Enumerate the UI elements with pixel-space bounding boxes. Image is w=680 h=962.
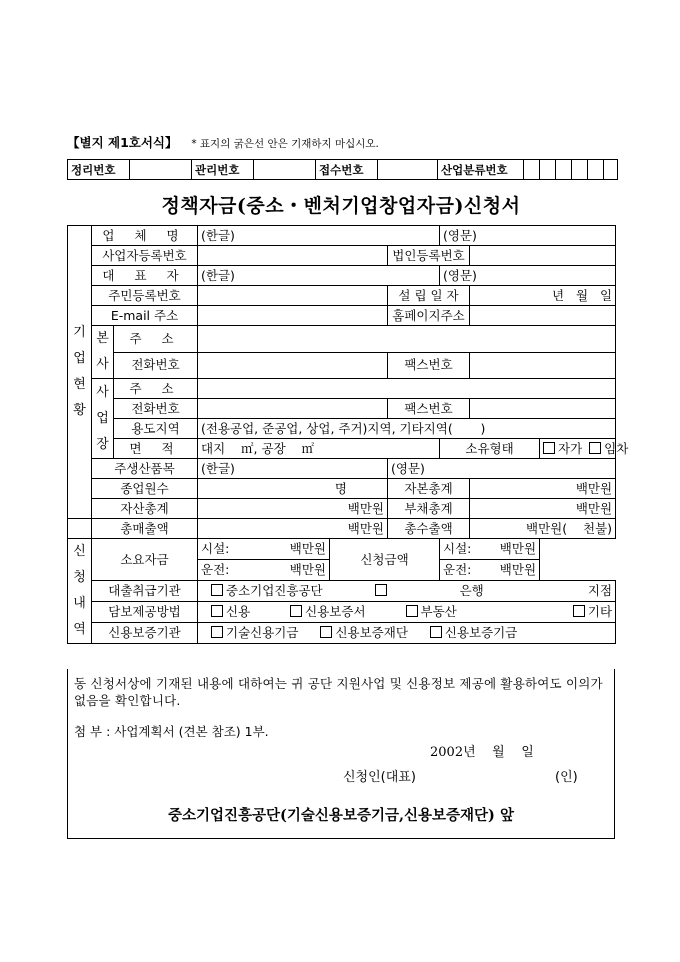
email-field[interactable] bbox=[198, 306, 388, 326]
facility-label: 시설: bbox=[443, 541, 472, 556]
total-assets-field[interactable]: 백만원 bbox=[198, 499, 388, 519]
main-product-korean[interactable]: (한글) bbox=[198, 459, 388, 479]
ceo-korean[interactable]: (한글) bbox=[198, 266, 440, 286]
capital-label: 자본총계 bbox=[388, 479, 470, 499]
requested-facility-field[interactable] bbox=[440, 539, 540, 560]
lender-label: 대출취급기관 bbox=[92, 581, 198, 602]
founding-date-field[interactable]: 년 월 일 bbox=[470, 286, 616, 306]
site-phone-field[interactable] bbox=[198, 399, 388, 419]
operating-unit: 백만원 bbox=[289, 562, 326, 577]
guarantor-label: 신용보증기관 bbox=[92, 623, 198, 644]
hq-address-field[interactable] bbox=[198, 326, 616, 353]
ownership-label: 소유형태 bbox=[440, 439, 540, 459]
guarantor-options bbox=[198, 623, 616, 644]
industry-code-digit[interactable] bbox=[540, 160, 556, 180]
ceo-label: 대 표 자 bbox=[92, 266, 198, 286]
biz-reg-no-label: 사업자등록번호 bbox=[92, 246, 198, 266]
branch-label: 지점 bbox=[587, 583, 613, 598]
seal-mark: (인) bbox=[555, 770, 578, 785]
industry-code-digit[interactable] bbox=[524, 160, 540, 180]
facility-unit: 백만원 bbox=[289, 541, 326, 556]
zoning-label: 용도지역 bbox=[114, 419, 198, 439]
col-guarantee-label: 신용보증서 bbox=[305, 604, 366, 619]
g-foundation-checkbox[interactable] bbox=[320, 626, 332, 638]
corp-reg-no-label: 법인등록번호 bbox=[388, 246, 470, 266]
g-fund-checkbox[interactable] bbox=[430, 626, 442, 638]
attachment-note: 첨 부 : 사업계획서 (견본 참조) 1부. bbox=[74, 724, 269, 739]
application-date[interactable]: 2002년 월 일 bbox=[430, 745, 534, 760]
col-other-checkbox[interactable] bbox=[573, 605, 585, 617]
zoning-field[interactable]: (전용공업, 준공업, 상업, 주거)지역, 기타지역( ) bbox=[198, 419, 616, 439]
g-tech-label: 기술신용기금 bbox=[226, 625, 299, 640]
recipient-line: 중소기업진흥공단(기술신용보증기금,신용보증재단) 앞 bbox=[168, 807, 514, 824]
collateral-label: 담보제공방법 bbox=[92, 602, 198, 623]
total-debt-label: 부채총계 bbox=[388, 499, 470, 519]
ownership-options bbox=[540, 439, 629, 459]
industry-code-digit[interactable] bbox=[588, 160, 604, 180]
area-label: 면 적 bbox=[114, 439, 198, 459]
lender-sbc-checkbox[interactable] bbox=[211, 584, 223, 596]
site-phone-label: 전화번호 bbox=[114, 399, 198, 419]
request-section: 신 청 내 역 bbox=[68, 539, 92, 644]
form-title: 정책자금(중소・벤처기업창업자금)신청서 bbox=[161, 195, 521, 217]
bank-label: 은행 bbox=[459, 583, 484, 598]
own-rent-checkbox[interactable] bbox=[589, 442, 601, 454]
receipt-no-field[interactable] bbox=[378, 160, 438, 180]
g-foundation-label: 신용보증재단 bbox=[335, 625, 408, 640]
company-name-english[interactable]: (영문) bbox=[440, 226, 616, 246]
company-name-label: 업 체 명 bbox=[92, 226, 198, 246]
corp-reg-no-field[interactable] bbox=[470, 246, 616, 266]
email-label: E-mail 주소 bbox=[92, 306, 198, 326]
employees-field[interactable]: 명 bbox=[198, 479, 388, 499]
capital-field[interactable]: 백만원 bbox=[470, 479, 616, 499]
lender-options bbox=[198, 581, 616, 602]
industry-code-label: 산업분류번호 bbox=[438, 160, 524, 180]
funds-operating-field[interactable] bbox=[198, 560, 330, 581]
col-other-label: 기타 bbox=[587, 604, 613, 619]
main-product-label: 주생산품목 bbox=[92, 459, 198, 479]
form-note: * 표지의 굵은선 안은 기재하지 마십시오. bbox=[191, 138, 379, 150]
own-self-label: 자가 bbox=[558, 440, 583, 456]
site-fax-label: 팩스번호 bbox=[388, 399, 470, 419]
own-self-checkbox[interactable] bbox=[543, 442, 555, 454]
total-exports-label: 총수출액 bbox=[388, 519, 470, 539]
site-address-label: 주 소 bbox=[114, 379, 198, 399]
control-no-label: 관리번호 bbox=[192, 160, 254, 180]
col-credit-checkbox[interactable] bbox=[211, 605, 223, 617]
company-status-section: 기 업 현 황 bbox=[68, 226, 92, 519]
hq-address-label: 주 소 bbox=[114, 326, 198, 353]
site-fax-field[interactable] bbox=[470, 399, 616, 419]
resident-no-field[interactable] bbox=[198, 286, 388, 306]
declaration-box bbox=[67, 669, 615, 839]
g-fund-label: 신용보증기금 bbox=[444, 625, 518, 640]
total-sales-field[interactable]: 백만원 bbox=[198, 519, 388, 539]
operating-label: 운전: bbox=[201, 562, 230, 577]
company-name-korean[interactable]: (한글) bbox=[198, 226, 440, 246]
form-tag: 【별지 제1호서식】 bbox=[67, 135, 178, 150]
g-tech-checkbox[interactable] bbox=[211, 626, 223, 638]
own-rent-label: 임차 bbox=[604, 440, 629, 456]
col-credit-label: 신용 bbox=[226, 604, 251, 619]
total-exports-field[interactable]: 백만원( 천불) bbox=[470, 519, 616, 539]
hq-phone-label: 전화번호 bbox=[114, 352, 198, 379]
resident-no-label: 주민등록번호 bbox=[92, 286, 198, 306]
applicant-label: 신청인(대표) bbox=[343, 770, 416, 785]
industry-code-digit[interactable] bbox=[572, 160, 588, 180]
funds-needed-label: 소요자금 bbox=[92, 539, 198, 581]
total-debt-field[interactable]: 백만원 bbox=[470, 499, 616, 519]
biz-reg-no-field[interactable] bbox=[198, 246, 388, 266]
facility-label: 시설: bbox=[201, 541, 230, 556]
total-sales-label: 총매출액 bbox=[92, 519, 198, 539]
consent-statement: 동 신청서상에 기재된 내용에 대하여는 귀 공단 지원사업 및 신용정보 제공에 활용하여도 이의가 없음을 확인합니다. bbox=[74, 676, 603, 708]
operating-unit: 백만원 bbox=[499, 562, 537, 577]
form-header bbox=[67, 133, 379, 151]
homepage-label: 홈페이지주소 bbox=[388, 306, 470, 326]
industry-code-digit[interactable] bbox=[604, 160, 618, 180]
industry-code-digit[interactable] bbox=[556, 160, 572, 180]
requested-operating-field[interactable] bbox=[440, 560, 540, 581]
receipt-no-label: 접수번호 bbox=[316, 160, 378, 180]
mgmt-no-field[interactable] bbox=[130, 160, 192, 180]
hq-phone-field[interactable] bbox=[198, 352, 388, 379]
col-realestate-checkbox[interactable] bbox=[406, 605, 418, 617]
col-guarantee-checkbox[interactable] bbox=[290, 605, 302, 617]
homepage-field[interactable] bbox=[470, 306, 616, 326]
application-table bbox=[67, 225, 629, 644]
operating-label: 운전: bbox=[443, 562, 472, 577]
total-assets-label: 자산총계 bbox=[92, 499, 198, 519]
site-label: 사 업 장 bbox=[92, 379, 114, 459]
control-no-field[interactable] bbox=[254, 160, 316, 180]
lender-sbc-label: 중소기업진흥공단 bbox=[226, 583, 323, 598]
ceo-english[interactable]: (영문) bbox=[440, 266, 616, 286]
area-field[interactable]: 대지 ㎡, 공장 ㎡ bbox=[198, 439, 440, 459]
requested-amount-label: 신청금액 bbox=[330, 539, 440, 581]
founding-date-label: 설 립 일 자 bbox=[388, 286, 470, 306]
col-realestate-label: 부동산 bbox=[420, 604, 457, 619]
funds-facility-field[interactable] bbox=[198, 539, 330, 560]
employees-label: 종업원수 bbox=[92, 479, 198, 499]
facility-unit: 백만원 bbox=[499, 541, 537, 556]
mgmt-no-label: 정리번호 bbox=[68, 160, 130, 180]
main-product-english[interactable]: (영문) bbox=[388, 459, 616, 479]
registry-table bbox=[67, 159, 618, 180]
hq-label: 본 사 bbox=[92, 326, 114, 379]
hq-fax-label: 팩스번호 bbox=[388, 352, 470, 379]
site-address-field[interactable] bbox=[198, 379, 616, 399]
hq-fax-field[interactable] bbox=[470, 352, 616, 379]
collateral-options bbox=[198, 602, 616, 623]
lender-bank-checkbox[interactable] bbox=[375, 584, 387, 596]
